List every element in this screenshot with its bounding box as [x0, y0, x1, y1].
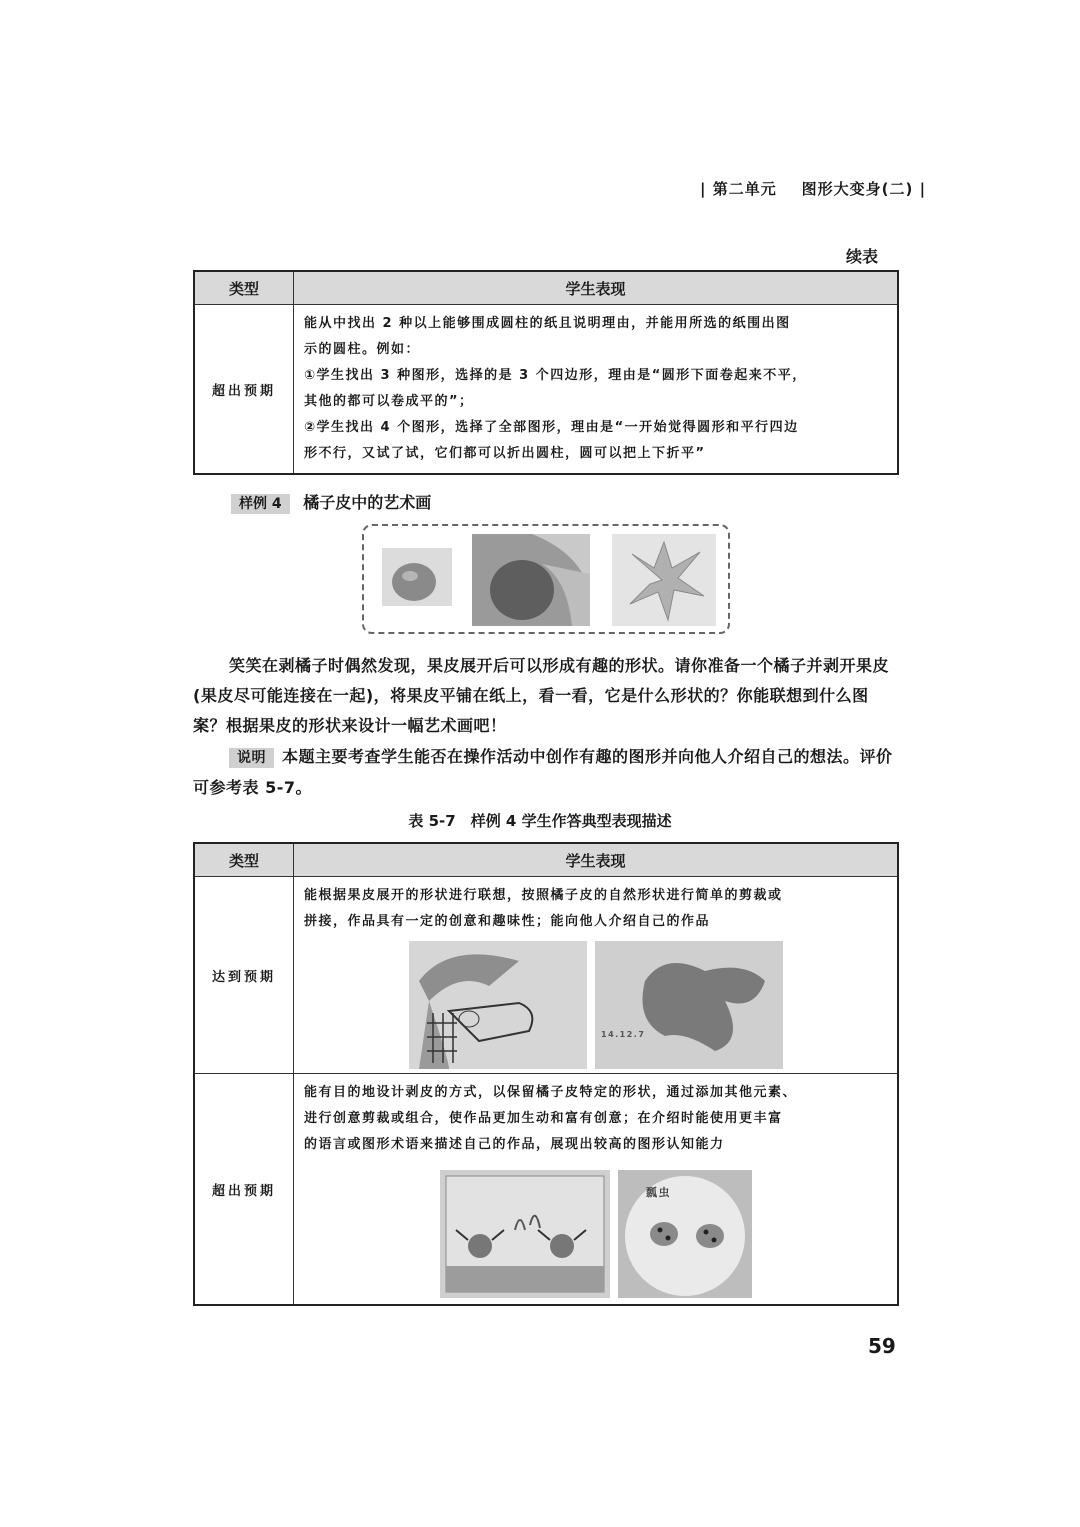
desc-line: 能根据果皮展开的形状进行联想，按照橘子皮的自然形状进行简单的剪裁或	[304, 888, 783, 903]
artwork-photos	[304, 941, 887, 1069]
note-text: 本题主要考查学生能否在操作活动中创作有趣的图形并向他人介绍自己的想法。评价可参考表 5-7。	[193, 747, 893, 797]
row-description	[294, 1074, 899, 1306]
desc-line: 能从中找出 2 种以上能够围成圆柱的纸且说明理由，并能用所选的纸围出图	[304, 316, 791, 331]
page-number: 59	[868, 1334, 896, 1358]
artwork-date-note: 14.12.7	[600, 1030, 645, 1039]
row-type: 超出预期	[194, 305, 294, 475]
table-header-row	[194, 843, 898, 877]
table-row	[194, 1074, 898, 1306]
sample-heading	[231, 490, 431, 513]
col-header-performance: 学生表现	[294, 271, 899, 305]
col-header-type: 类型	[194, 271, 294, 305]
row-description	[294, 305, 899, 475]
artwork-photo-crabs	[440, 1170, 610, 1298]
table-caption: 表 5-7 样例 4 学生作答典型表现描述	[408, 812, 672, 830]
desc-line: 其他的都可以卷成平的”；	[304, 394, 474, 409]
header-title: 图形大变身(二)	[801, 180, 914, 198]
sample-title: 橘子皮中的艺术画	[303, 493, 432, 512]
orange-photo-1	[382, 548, 452, 606]
note-tag: 说明	[229, 748, 274, 768]
desc-line: 形不行，又试了试，它们都可以折出圆柱，圆可以把上下折平”	[304, 446, 706, 461]
desc-line: 的语言或图形术语来描述自己的作品，展现出较高的图形认知能力	[304, 1137, 725, 1152]
orange-photo-3	[612, 534, 716, 626]
table-continued	[193, 270, 899, 475]
problem-paragraph: 笑笑在剥橘子时偶然发现，果皮展开后可以形成有趣的形状。请你准备一个橘子并剥开果皮(果皮尽可能连接在一起)，将果皮平铺在纸上，看一看，它是什么形状的？你能联想到什么图案？根据果皮的形状来设计一幅艺术画吧！	[193, 656, 890, 735]
desc-line: 进行创意剪裁或组合，使作品更加生动和富有创意；在介绍时能使用更丰富	[304, 1111, 783, 1126]
row-type: 超出预期	[194, 1074, 294, 1306]
desc-line: 拼接，作品具有一定的创意和趣味性；能向他人介绍自己的作品	[304, 914, 711, 929]
artwork-photo-bird	[409, 941, 587, 1069]
orange-photo-frame	[362, 524, 730, 634]
table-row	[194, 877, 898, 1074]
artwork-photos	[304, 1170, 887, 1298]
col-header-performance: 学生表现	[294, 843, 899, 877]
table-5-7	[193, 842, 899, 1306]
note-paragraph	[193, 742, 899, 803]
col-header-type: 类型	[194, 843, 294, 877]
table-row	[194, 305, 898, 475]
sample-tag: 样例 4	[231, 494, 290, 514]
row-type: 达到预期	[194, 877, 294, 1074]
header-left-bar: |	[700, 180, 707, 198]
row-description	[294, 877, 899, 1074]
artwork-photo-ladybugs	[618, 1170, 752, 1298]
desc-line: ②学生找出 4 个图形，选择了全部图形，理由是“一开始觉得圆形和平行四边	[304, 420, 799, 435]
artwork-photo-rooster	[595, 941, 783, 1069]
desc-line: 示的圆柱。例如：	[304, 342, 421, 357]
desc-line: ①学生找出 3 种图形，选择的是 3 个四边形，理由是“圆形下面卷起来不平，	[304, 368, 807, 383]
continued-label: 续表	[846, 247, 879, 266]
header-unit: 第二单元	[712, 180, 777, 198]
desc-line: 能有目的地设计剥皮的方式，以保留橘子皮特定的形状，通过添加其他元素、	[304, 1085, 798, 1100]
running-header	[700, 178, 926, 199]
orange-photo-2	[472, 534, 590, 626]
table-header-row	[194, 271, 898, 305]
artwork-label: 瓢虫	[645, 1186, 671, 1199]
header-right-bar: |	[919, 180, 927, 198]
